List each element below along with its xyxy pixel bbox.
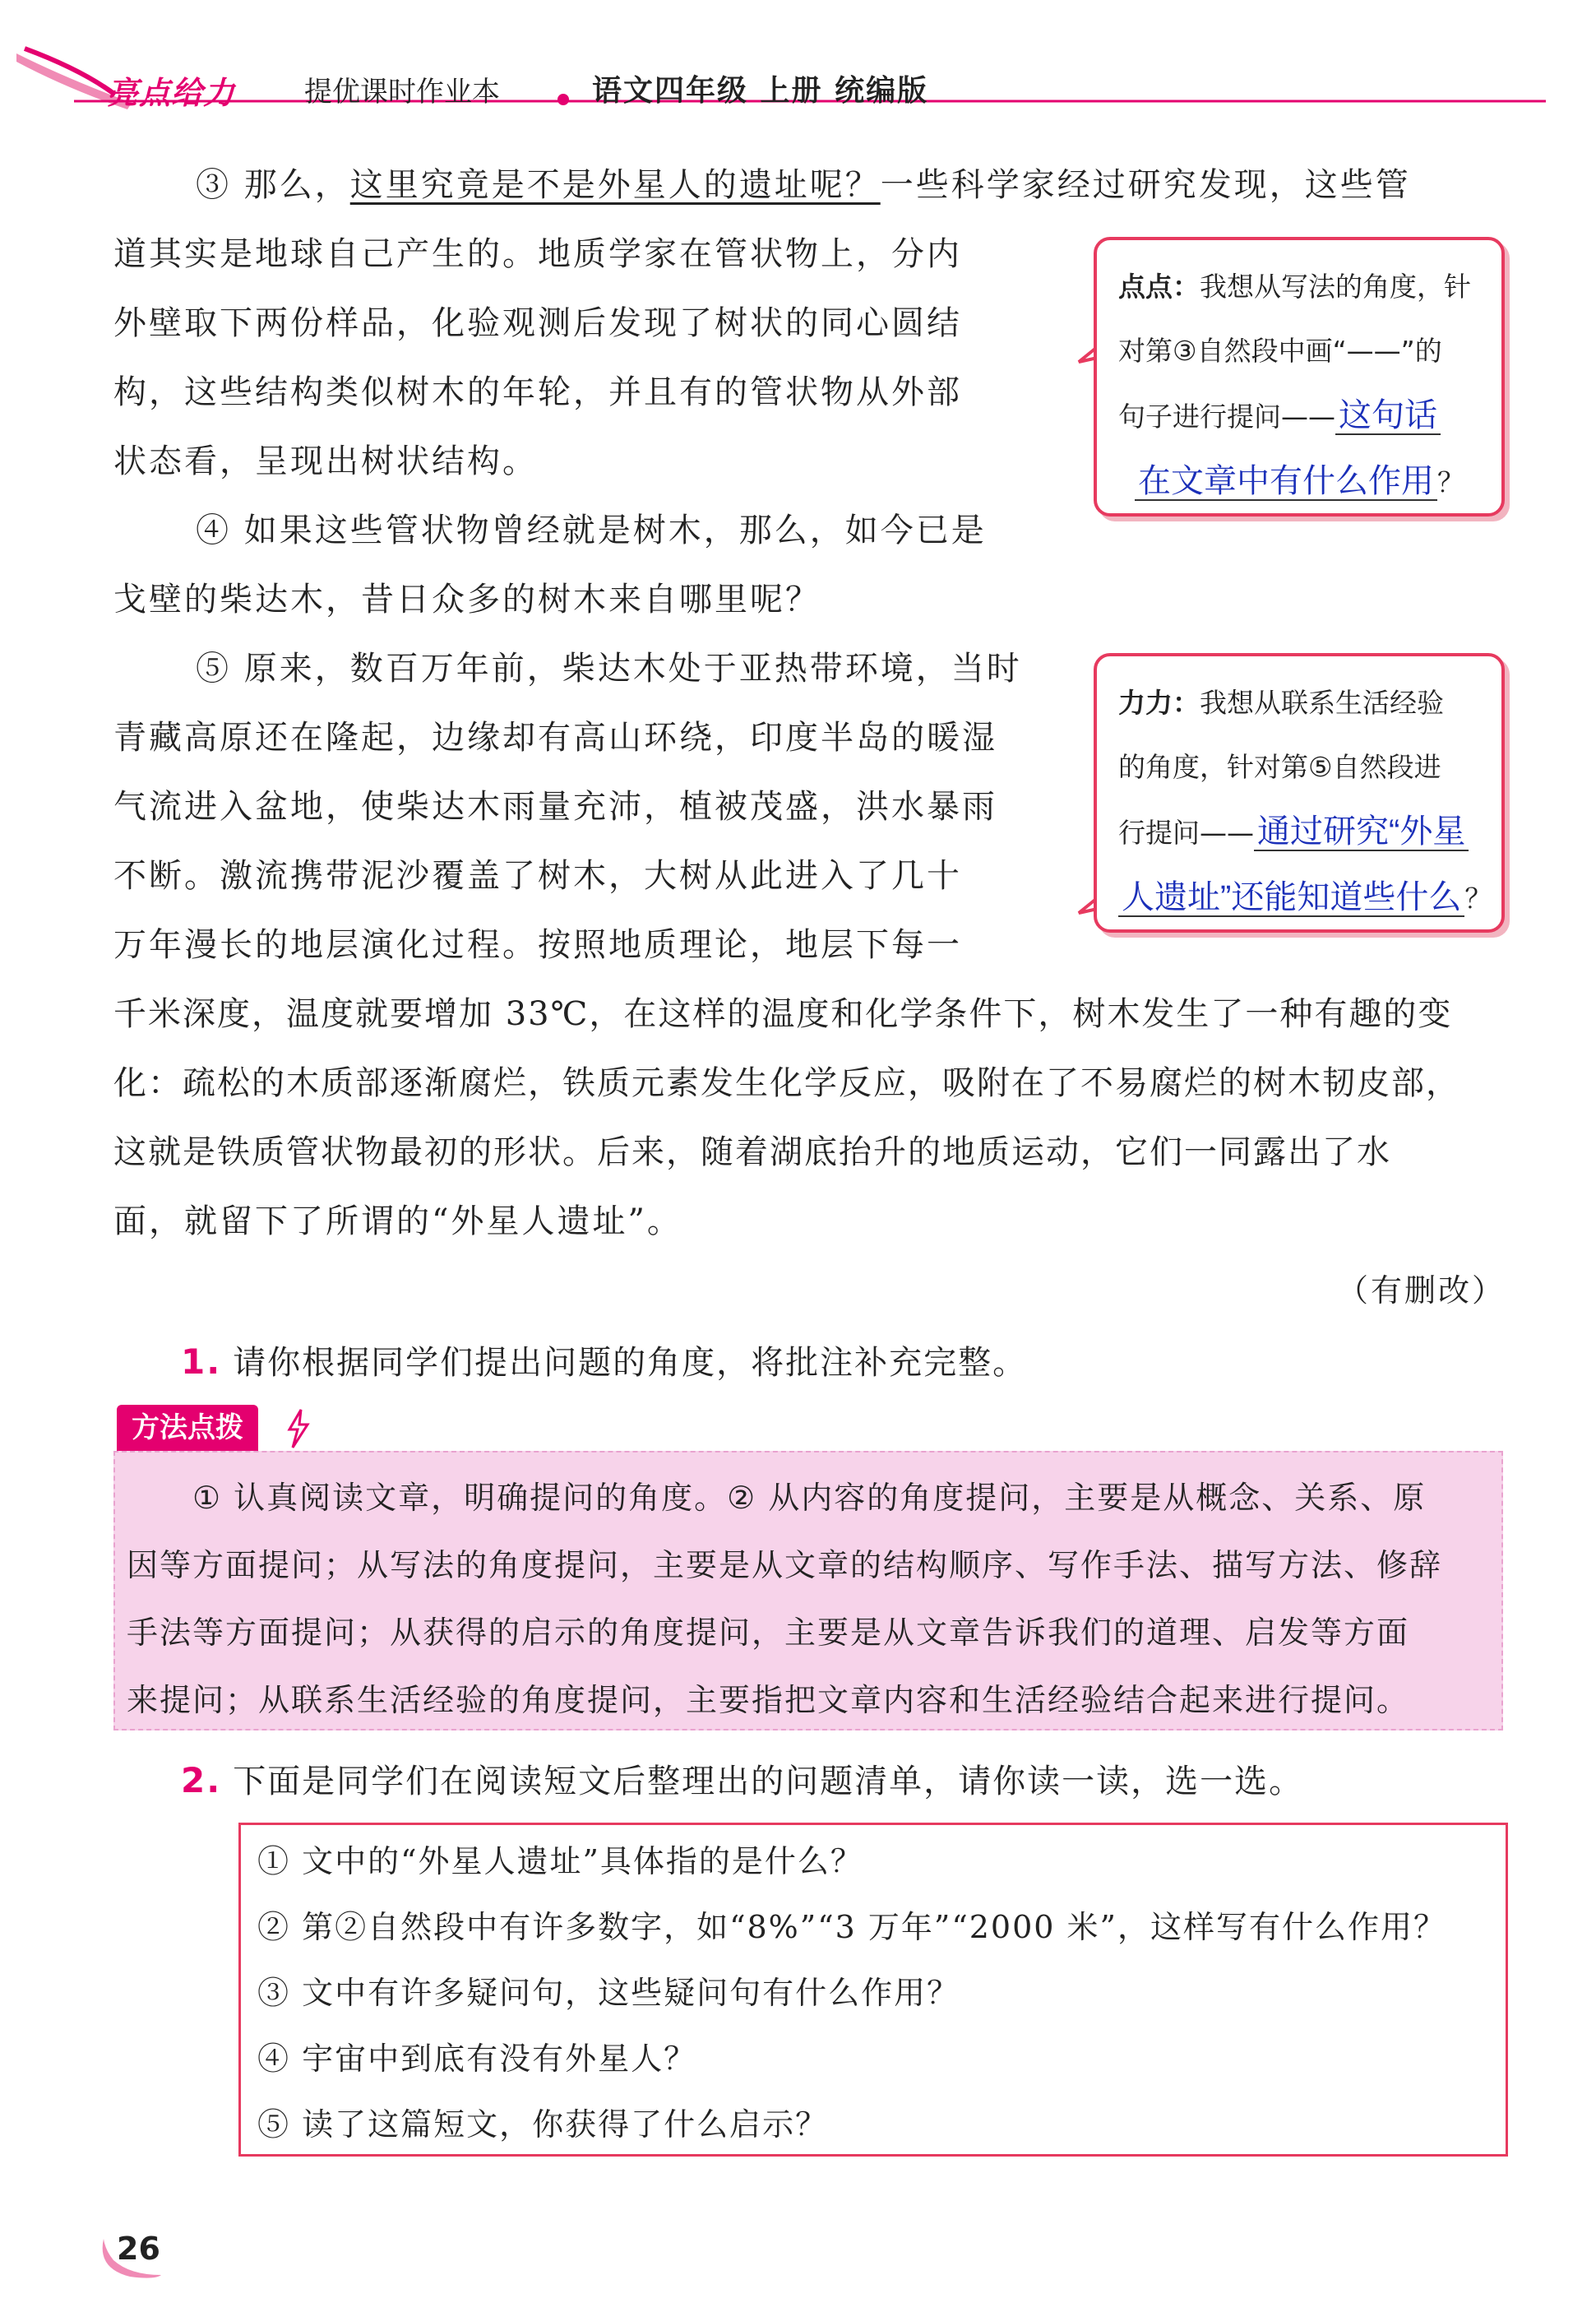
paragraph-3-line-5: 状态看，呈现出树状结构。 xyxy=(113,442,538,480)
paragraph-3-line-4: 构，这些结构类似树木的年轮，并且有的管状物从外部 xyxy=(113,373,962,411)
tip-line-1: ① 认真阅读文章，明确提问的角度。② 从内容的角度提问，主要是从概念、关系、原 xyxy=(192,1480,1427,1516)
paragraph-5-line-8: 这就是铁质管状物最初的形状。后来，随着湖底抬升的地质运动，它们一同露出了水 xyxy=(113,1133,1391,1171)
series-title: 提优课时作业本 xyxy=(304,76,500,109)
note-1-end: ？ xyxy=(1437,466,1464,498)
tip-line-3: 手法等方面提问；从获得的启示的角度提问，主要是从文章告诉我们的道理、启发等方面 xyxy=(127,1615,1410,1651)
underlined-sentence: 这里究竟是不是外星人的遗址呢？ xyxy=(349,166,881,204)
note-1-line-2: 对第③自然段中画“——”的 xyxy=(1118,335,1442,367)
question-list-item: ① 文中的“外星人遗址”具体指的是什么？ xyxy=(257,1843,863,1879)
note-2-end: ？ xyxy=(1464,883,1492,915)
paragraph-3-line-3: 外壁取下两份样品，化验观测后发现了树状的同心圆结 xyxy=(113,304,962,342)
tip-box xyxy=(113,1451,1503,1730)
note-2-line-2: 的角度，针对第⑤自然段进 xyxy=(1118,751,1441,783)
question-list-item: ⑤ 读了这篇短文，你获得了什么启示？ xyxy=(257,2106,829,2143)
annotation-box-1 xyxy=(1094,237,1505,517)
source-note: （有删改） xyxy=(1336,1272,1506,1309)
paragraph-5-line-1: ⑤ 原来，数百万年前，柴达木处于亚热带环境，当时 xyxy=(196,650,1022,688)
tip-label: 方法点拨 xyxy=(117,1405,258,1451)
paragraph-4-line-2: 戈壁的柴达木，昔日众多的树木来自哪里呢？ xyxy=(113,581,821,619)
paragraph-5-line-2: 青藏高原还在隆起，边缘却有高山环绕，印度半岛的暖湿 xyxy=(113,719,997,757)
note-2-answer-part-2[interactable]: 人遗址”还能知道些什么 xyxy=(1118,879,1464,917)
note-1-line-1: 我想从写法的角度，针 xyxy=(1200,271,1471,303)
tip-line-4: 来提问；从联系生活经验的角度提问，主要指把文章内容和生活经验结合起来进行提问。 xyxy=(127,1682,1410,1718)
question-list-item: ③ 文中有许多疑问句，这些疑问句有什么作用？ xyxy=(257,1975,960,2011)
header-dot xyxy=(557,94,569,105)
annotation-box-2 xyxy=(1094,653,1505,933)
subject-title: 语文四年级 上册 统编版 xyxy=(592,74,929,108)
paragraph-3-line-2: 道其实是地球自己产生的。地质学家在管状物上，分内 xyxy=(113,235,962,273)
question-list-box xyxy=(238,1823,1508,2157)
note-1-line-3: 句子进行提问—— xyxy=(1118,401,1335,433)
question-1-text: 请你根据同学们提出问题的角度，将批注补充完整。 xyxy=(233,1344,1028,1382)
tip-line-2: 因等方面提问；从写法的角度提问，主要是从文章的结构顺序、写作手法、描写方法、修辞 xyxy=(127,1547,1443,1583)
note-1-speaker: 点点： xyxy=(1118,271,1200,303)
note-2-line-1: 我想从联系生活经验 xyxy=(1200,687,1444,719)
page-number: 26 xyxy=(117,2231,160,2267)
paragraph-5-line-3: 气流进入盆地，使柴达木雨量充沛，植被茂盛，洪水暴雨 xyxy=(113,788,997,826)
paragraph-4-line-1: ④ 如果这些管状物曾经就是树木，那么，如今已是 xyxy=(196,512,987,549)
question-2 xyxy=(181,1755,1303,1802)
paragraph-5-line-9: 面，就留下了所谓的“外星人遗址”。 xyxy=(113,1202,682,1240)
question-2-text: 下面是同学们在阅读短文后整理出的问题清单，请你读一读，选一选。 xyxy=(233,1763,1304,1800)
note-1-answer-part-1[interactable]: 这句话 xyxy=(1335,397,1441,435)
paragraph-5-line-5: 万年漫长的地层演化过程。按照地质理论，地层下每一 xyxy=(113,926,962,964)
paragraph-5-line-7: 化：疏松的木质部逐渐腐烂，铁质元素发生化学反应，吸附在了不易腐烂的树木韧皮部， xyxy=(113,1064,1460,1102)
paragraph-5-line-4: 不断。激流携带泥沙覆盖了树木，大树从此进入了几十 xyxy=(113,857,962,895)
note-1-answer-part-2[interactable]: 在文章中有什么作用 xyxy=(1135,463,1437,501)
brand-title: 亮点给力 xyxy=(107,75,236,111)
lightning-icon xyxy=(286,1408,311,1449)
paragraph-3-line-1: ③ 那么，这里究竟是不是外星人的遗址呢？一些科学家经过研究发现，这些管 xyxy=(196,166,1411,204)
note-2-speaker: 力力： xyxy=(1118,687,1200,719)
note-2-line-3: 行提问—— xyxy=(1118,817,1254,849)
question-1-number: 1. xyxy=(181,1341,222,1382)
paragraph-5-line-6: 千米深度，温度就要增加 33℃，在这样的温度和化学条件下，树木发生了一种有趣的变 xyxy=(113,995,1453,1033)
question-1 xyxy=(181,1337,1027,1383)
question-list-item: ④ 宇宙中到底有没有外星人？ xyxy=(257,2041,697,2077)
question-list-item: ② 第②自然段中有许多数字，如“8%”“3 万年”“2000 米”，这样写有什么作用？ xyxy=(257,1909,1446,1945)
note-2-answer-part-1[interactable]: 通过研究“外星 xyxy=(1254,813,1469,851)
question-2-number: 2. xyxy=(181,1760,222,1800)
page-header xyxy=(0,0,1596,115)
